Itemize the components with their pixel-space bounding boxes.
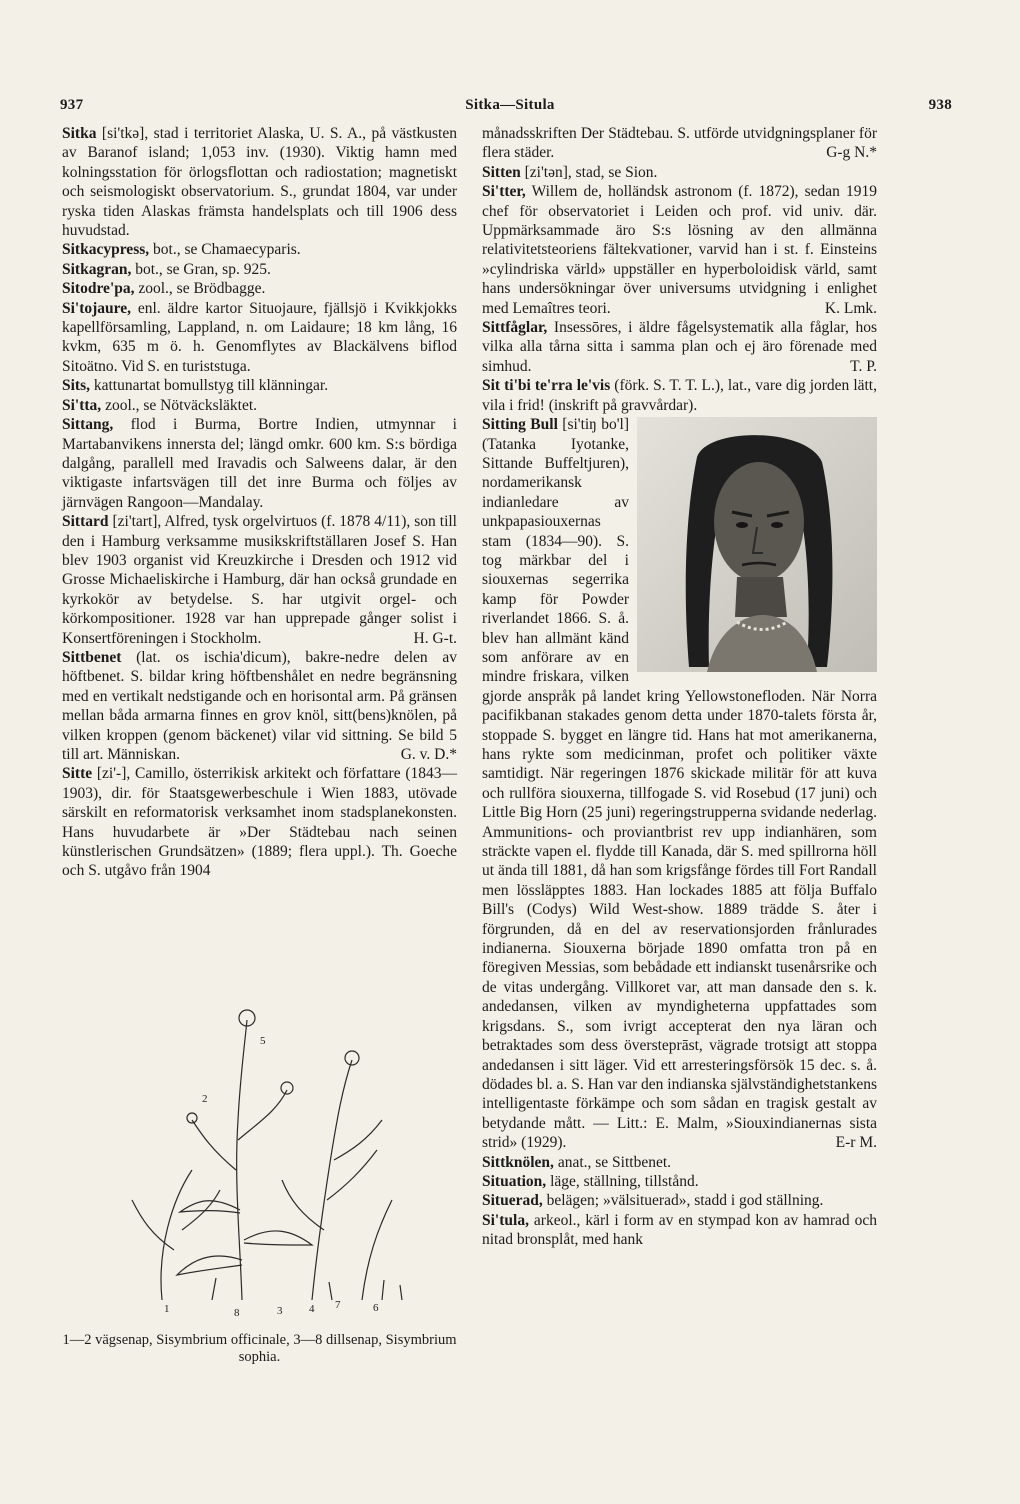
page-number-right: 938	[928, 97, 952, 113]
headword: Sitte	[62, 765, 93, 783]
entry-situla	[482, 1211, 877, 1250]
entry-text: arkeol., kärl i form av en stympad kon av hamrad och nitad bronsplåt, med hank	[482, 1211, 877, 1249]
portrait-sitting-bull	[637, 417, 877, 672]
entry-text: Insessōres, i äldre fågelsystematik alla fåglar, hos vilka alla tårna sitta i samma plan och ej äro förenade med simhud.	[482, 319, 877, 375]
entry-text: [zi'tart], Alfred, tysk orgelvirtuos (f. 1878 4/11), son till den i Hamburg verksamme musikskriftställaren Josef S. Han blev 1903 organist vid Kreuzkirche i Dresden och 1912 vid Grosse Michaeliskirche i Hamburg, där han också grundade en kyrkokör av betydelse. S. har utgivit orgel- och körkompositioner. 1928 var han upprepade gånger solist i Konsertföreningen i Stockholm.	[62, 513, 457, 647]
entry-text: (lat. os ischia'dicum), bakre-nedre delen av höftbenet. S. bildar kring höftbenshålet en nedre begränsning med en vertikalt nedstigande och en horisontal arm. På gränsen mellan båda armarna finnes en grov knöl, sitt(bens)knölen, på vilken kroppen (genom bäckenet) vilar vid sittning. Se bild 5 till art. Människan.	[62, 648, 457, 763]
flower-head	[187, 1113, 197, 1123]
entry-sittknolen	[482, 1153, 877, 1172]
plant-leaf	[132, 1190, 220, 1250]
flower-head	[281, 1082, 293, 1094]
fig-label-3: 3	[277, 1305, 283, 1317]
entry-sitten	[482, 163, 877, 182]
plant-stem-sophia	[312, 1060, 352, 1300]
headword: Situerad,	[482, 1192, 543, 1210]
author-signature: G-g N.*	[826, 144, 877, 162]
entry-text: [si'tkə], stad i territoriet Alaska, U. S. A., på västkusten av Baranof island; 1,053 inv. (1930). Viktig hamn med kolningsstation för örlogsflottan och radiostation; magnetiskt och seismologiskt observatorium. S., grundat 1804, var under ryska tiden Alaskas främsta handelsplats och till 1906 dess huvudstad.	[62, 125, 457, 240]
headword: Sittknölen,	[482, 1153, 554, 1171]
left-column	[62, 124, 457, 881]
entry-text: [zi'-], Camillo, österrikisk arkitekt och författare (1843—1903), dir. för Staatsgewerbeschule i Wien 1883, utövade särskilt en reformatorisk verksamhet inom stadsplanekonsten. Hans huvudarbete är »Der Städtebau nach seinen künstlerischen Grundsätzen» (1889; flera uppl.). Th. Goeche och S. utgåvo från 1904	[62, 765, 457, 880]
entry-text: anat., se Sittbenet.	[553, 1153, 672, 1171]
entry-text: zool., se Brödbagge.	[134, 280, 266, 298]
headword: Situation,	[482, 1172, 547, 1190]
fig-label-2: 2	[202, 1093, 208, 1105]
entry-situerad	[482, 1191, 877, 1210]
entry-sitojaure	[62, 299, 457, 377]
headword: Sit ti'bi te'rra le'vis	[482, 377, 611, 395]
entry-situation	[482, 1172, 877, 1191]
entry-sitka	[62, 124, 457, 240]
fig-label-8: 8	[234, 1307, 240, 1319]
headword: Si'tojaure,	[62, 299, 132, 317]
author-signature: K. Lmk.	[824, 299, 877, 317]
headword: Si'tter,	[482, 183, 526, 201]
headword: Si'tula,	[482, 1211, 529, 1229]
plant-leaf	[244, 1231, 312, 1245]
headword: Sittard	[62, 513, 109, 531]
entry-text: månadsskriften Der Städtebau. S. utförde utvidgningsplaner för flera städer.	[482, 125, 877, 162]
entry-sittard	[62, 512, 457, 648]
fig-label-1: 1	[164, 1303, 170, 1315]
right-column	[482, 124, 877, 1250]
entry-text: belägen; »välsituerad», stadd i god ställning.	[542, 1192, 824, 1210]
neck	[735, 577, 787, 617]
entry-sittang	[62, 415, 457, 512]
entry-text: kattunartat bomullstyg till klänningar.	[90, 377, 329, 395]
plant-leaf	[180, 1201, 240, 1213]
headword: Sittang,	[62, 416, 114, 434]
fig-label-4: 4	[309, 1303, 315, 1315]
entry-sit-tibi	[482, 376, 877, 415]
plant-branch	[282, 1120, 382, 1230]
author-signature: G. v. D.*	[400, 746, 457, 763]
headword: Sitten	[482, 163, 521, 181]
entry-text: [si'tiŋ bo'l] (Tatanka Iyotanke, Sittande Buffeltjuren), nordamerikansk indianledare av unkpapasiouxernas stam (1834—90). S. tog märkbar del i siouxernas segerrika kamp för Powder riverlandet 1866. S. å. blev han allmänt känd som anförare av en mindre friskara, vilken gjorde anspråk på landet kring Yellowstonefloden. När Norra pacifikbanan stakades genom detta under 1870-talets första år, stoppade S. bygget en längre tid. Hans hat mot amerikanerna, hans rykte som medicinman, profet och politiker växte samtidigt. När regeringen 1876 skickade militär för att kuva och rullföra siouxerna, tillfogade S. vid Rosebud (17 juni) och Little Big Horn (25 juni) regeringstrupperna svidande nederlag. Ammunitions- och proviantbrist rev upp indianhären, som sträckte vapen el. flydde till Kanada, där S. med spillrorna höll ut ända till 1881, då han som krigsfånge fördes till Fort Randall men lössläpptes 1883. Han lockades 1885 att följa Buffalo Bill's (Codys) Wild West-show. 1889 trädde S. åter i förgrunden, då en del av reservationsjorden frånlurades indianerna. Siouxerna började 1890 omfatta tron på en föregiven Messias, som bebådade ett indianskt tusenårsrike och de vitas undergång. Villkoret var, att man dansade den s. k. andedansen, vilken av myndigheterna uppfattades som krigsdans. S., som ivrigt accepterat den nya läran och betraktades som dess översteprāst, vägrade trotsigt att stoppa andedansen i sitt läger. Vid ett arresteringsförsök 15 dec. s. å. dödades bl. a. S. Han var den indianska självständighetstankens intelligentaste förkämpe och som sådan en tragisk gestalt av betydande mått. — Litt.: E. Malm, »Siouxindianernas sista strid» (1929).	[482, 416, 877, 1152]
entry-text: bot., se Chamaecyparis.	[149, 241, 301, 259]
headword: Sitting Bull	[482, 416, 558, 434]
author-signature: T. P.	[850, 357, 877, 375]
headword: Sittbenet	[62, 648, 122, 666]
entry-text: bot., se Gran, sp. 925.	[131, 260, 271, 278]
portrait-photo	[637, 417, 877, 672]
entry-text: zool., se Nötväcksläktet.	[101, 396, 258, 414]
author-signature: H. G-t.	[413, 629, 457, 647]
plant-stem-side	[362, 1200, 392, 1300]
headword: Sitkagran,	[62, 260, 132, 278]
entry-sitkacypress	[62, 240, 457, 259]
entry-sitte-continued	[482, 124, 877, 163]
entry-sitkagran	[62, 260, 457, 279]
eye-left	[736, 522, 748, 528]
entry-sittbenet	[62, 648, 457, 764]
figure-caption: 1—2 vägsenap, Sisymbrium officinale, 3—8 dillsenap, Sisymbrium sophia.	[62, 1332, 457, 1365]
entry-text: enl. äldre kartor Situojaure, fjällsjö i Kvikkjokks kapellförsamling, Lappland, n. om Laidaure; 18 km lång, 16 kvkm, 635 m ö. h. Genomflytes av Blackälvens biflod Sitoätno. Vid S. en turiststuga.	[62, 299, 457, 375]
entry-text: (förk. S. T. T. L.), lat., vare dig jorden lätt, vila i frid! (inskrift på gravvårdar).	[482, 377, 877, 414]
fig-label-6: 6	[373, 1302, 379, 1314]
entry-text: flod i Burma, Bortre Indien, utmynnar i Martabanvikens innersta del; längd omkr. 600 km. S:s bördiga dalgång, parallell med Iravadis och Salweens dalar, är den viktigaste infartsvägen till det inre Burma och följes av järnvägen Rangoon—Mandalay.	[62, 416, 457, 511]
plant-branch	[238, 1090, 287, 1140]
headword: Sits,	[62, 377, 90, 395]
entry-sits	[62, 376, 457, 395]
page-number-left: 937	[60, 97, 84, 113]
flower-head	[345, 1051, 359, 1065]
plant-drawing	[62, 1000, 457, 1320]
seed-pods	[212, 1278, 402, 1300]
entry-sitodrepa	[62, 279, 457, 298]
eye-right	[771, 522, 783, 528]
headword: Sitkacypress,	[62, 241, 150, 259]
entry-text: Willem de, holländsk astronom (f. 1872), sedan 1919 chef för observatoriet i Leiden och prof. vid univ. där. Uppmärksammade äro S:s lösning av den allmänna relativitetsteoriens fältekvationer, varvid han i st. f. Einsteins »cylindriska värld» uppställer en hyperboloidisk värld, samt hans undersökningar över universums utvidgning i enlighet med Lemaîtres teori.	[482, 183, 877, 317]
entry-sittfaglar	[482, 318, 877, 376]
plant-leaf	[177, 1256, 242, 1275]
entry-text: [zi'tən], stad, se Sion.	[520, 163, 658, 181]
entry-sitter	[482, 182, 877, 318]
fig-label-7: 7	[335, 1299, 341, 1311]
running-title: Sitka—Situla	[465, 97, 555, 113]
entry-sitta	[62, 396, 457, 415]
headword: Sittfåglar,	[482, 319, 548, 337]
fig-label-5: 5	[260, 1035, 266, 1047]
author-signature: E-r M.	[835, 1134, 877, 1152]
headword: Sitka	[62, 125, 97, 142]
entry-text: läge, ställning, tillstånd.	[546, 1172, 699, 1190]
headword: Si'tta,	[62, 396, 102, 414]
plant-illustration	[62, 1000, 457, 1320]
entry-sitte	[62, 764, 457, 880]
plant-branch	[192, 1120, 236, 1170]
plant-stem-side	[161, 1170, 192, 1300]
plant-stem-main	[237, 1020, 247, 1300]
headword: Sitodre'pa,	[62, 280, 135, 298]
